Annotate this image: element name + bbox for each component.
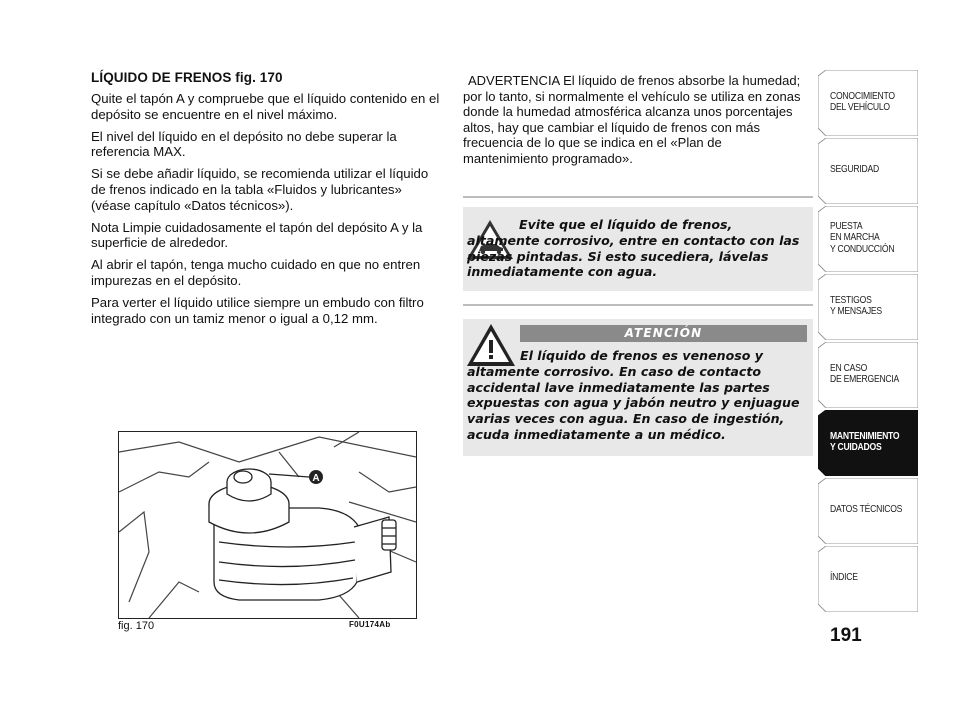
paragraph-3: Si se debe añadir líquido, se recomienda utilizar el líquido de frenos indicado en la tabla «Fluidos y lubricantes» (véase capítulo «Datos técnicos»). (91, 166, 429, 213)
tab-label: EN CASO DE EMERGENCIA (830, 361, 900, 385)
tab-conocimiento[interactable] (818, 70, 918, 134)
tab-testigos[interactable] (818, 274, 918, 338)
separator-2 (463, 304, 813, 306)
tab-label: SEGURIDAD (830, 163, 879, 176)
advertencia-text: El líquido de frenos absorbe la humedad; por lo tanto, si normalmente el vehículo se utiliza en zonas donde la humedad atmosférica alcanza unos porcentajes altos, hay que cambiar el líquido de frenos con más frecuencia de lo que se indica en el «Plan de mantenimiento programado». (463, 73, 801, 166)
paragraph-4: Nota Limpie cuidadosamente el tapón del depósito A y la superficie de alrededor. (91, 219, 423, 251)
tab-label: ÍNDICE (830, 571, 858, 584)
separator-1 (463, 196, 813, 198)
engine-bay-drawing (119, 432, 416, 618)
advertencia-paragraph (463, 73, 808, 167)
warning-text: El líquido de frenos es venenoso y altamente corrosivo. En caso de contacto accidental lave inmediatamente las partes expuestas con agua y jabón neutro y enjuague varias veces con agua. En caso de ingestión, acuda inmediatamente a un médico. (467, 348, 800, 442)
paragraph-5: Al abrir el tapón, tenga mucho cuidado en que no entren impurezas en el depósito. (91, 257, 421, 288)
paragraph-2: El nivel del líquido en el depósito no debe superar la referencia MAX. (91, 128, 397, 160)
tab-label: DATOS TÉCNICOS (830, 503, 903, 516)
advertencia-label: ADVERTENCIA (468, 73, 560, 88)
figure-code: F0U174Ab (349, 620, 391, 629)
tab-emergencia[interactable] (818, 342, 918, 406)
figure-caption: fig. 170 (118, 620, 155, 632)
tab-indice[interactable] (818, 546, 918, 610)
tab-label: CONOCIMIENTO DEL VEHÍCULO (830, 89, 895, 113)
tab-puesta-en-marcha[interactable] (818, 206, 918, 270)
left-column (91, 70, 441, 332)
warning-box (463, 319, 813, 456)
right-column (463, 73, 808, 167)
paragraph-1: Quite el tapón A y compruebe que el líquido contenido en el depósito se encuentre en el nivel máximo. (91, 91, 440, 122)
callout-A: A (312, 473, 320, 484)
tab-seguridad[interactable] (818, 138, 918, 202)
tab-label: TESTIGOS Y MENSAJES (830, 293, 882, 317)
section-heading: LÍQUIDO DE FRENOS fig. 170 (91, 70, 283, 85)
warning-title: ATENCIÓN (520, 325, 807, 342)
tab-mantenimiento[interactable] (818, 410, 918, 474)
tab-label: MANTENIMIENTO Y CUIDADOS (830, 429, 900, 453)
chapter-tabs-sidebar (818, 70, 918, 614)
brake-fluid-reservoir-illustration (118, 431, 417, 619)
tab-datos-tecnicos[interactable] (818, 478, 918, 542)
caution-box (463, 207, 813, 291)
paragraph-6: Para verter el líquido utilice siempre un embudo con filtro integrado con un tamiz menor o igual a 0,12 mm. (91, 294, 424, 326)
caution-text: Evite que el líquido de frenos, altamente corrosivo, entre en contacto con las piezas pintadas. Si esto sucediera, lávelas inmediatamente con agua. (467, 217, 800, 280)
tab-label: PUESTA EN MARCHA Y CONDUCCIÓN (830, 219, 895, 255)
page-number: 191 (830, 625, 862, 646)
